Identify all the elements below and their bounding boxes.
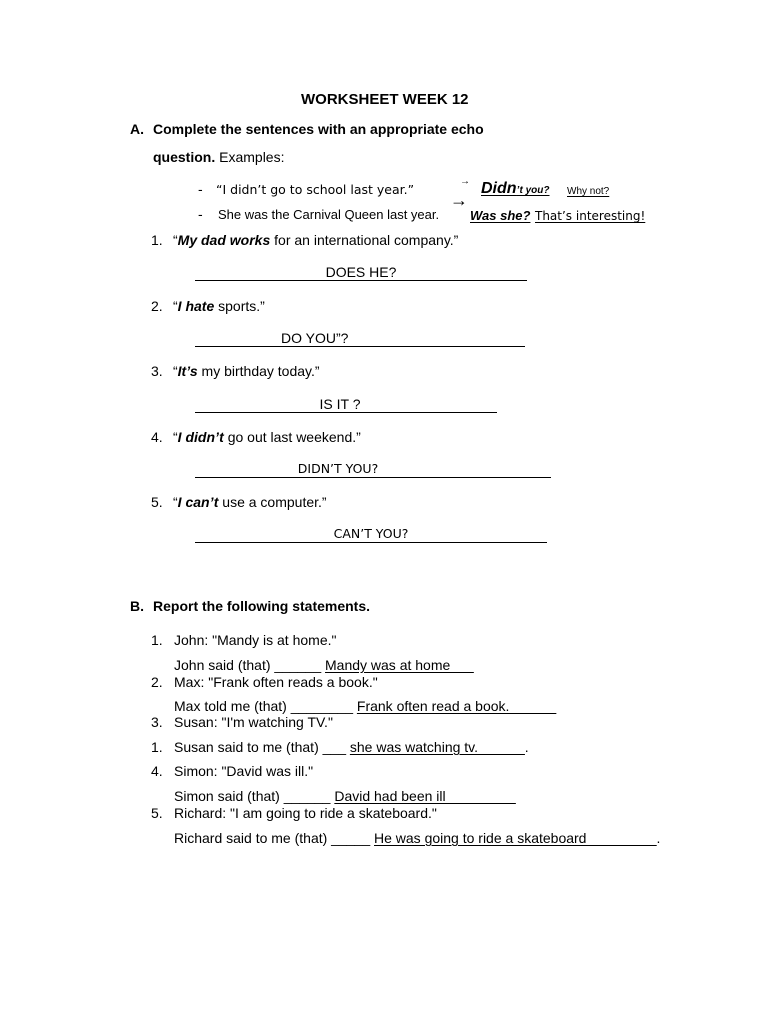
list-item-number: 1. [151, 632, 163, 648]
sentence-bold: I didn’t [177, 429, 224, 445]
example-sentence: “I didn’t go to school last year.” [216, 182, 415, 197]
sentence-rest: my birthday today.” [197, 363, 320, 379]
example-answer-small: ’t you? [516, 185, 550, 196]
report-suffix: . [656, 830, 661, 846]
report-answer[interactable]: Frank often read a book.______ [356, 698, 557, 714]
list-item-number: 1. [151, 232, 163, 248]
report-suffix: . [524, 739, 529, 755]
report-line [174, 739, 529, 755]
section-a-letter: A. [130, 121, 144, 137]
list-item-sentence [173, 429, 361, 445]
answer-field[interactable] [195, 526, 547, 543]
sentence-bold: It’s [177, 363, 198, 379]
sentence-bold: I can’t [177, 494, 219, 510]
list-item-number: 2. [151, 674, 163, 690]
example-answer: Was she? [470, 208, 531, 223]
example-comment: Why not? [567, 186, 610, 197]
report-line [174, 830, 660, 846]
sentence-bold: My dad works [177, 232, 271, 248]
answer-text: DIDN’T YOU? [297, 461, 379, 476]
report-prefix: Simon said (that) ______ [174, 788, 331, 804]
answer-field[interactable] [195, 461, 551, 478]
example-bullet: - [198, 181, 203, 197]
sentence-rest: for an international company.” [270, 232, 459, 248]
statement: Richard: "I am going to ride a skateboard." [174, 805, 437, 821]
list-item-sentence [173, 232, 458, 248]
report-line [174, 788, 516, 804]
statement: Susan: "I'm watching TV." [174, 714, 333, 730]
arrow-right-icon: → [460, 176, 470, 187]
report-line [174, 698, 556, 714]
section-b-instruction: Report the following statements. [153, 598, 371, 614]
list-item-sentence [173, 494, 327, 510]
list-item-number: 2. [151, 298, 163, 314]
sentence-rest: sports.” [214, 298, 265, 314]
list-item-number: 3. [151, 363, 163, 379]
page-title: WORKSHEET WEEK 12 [301, 91, 469, 108]
open-quote: “ [173, 494, 178, 510]
report-prefix: Richard said to me (that) _____ [174, 830, 371, 846]
answer-field[interactable] [195, 330, 525, 347]
arrow-right-icon: → [450, 190, 468, 210]
sentence-rest: use a computer.” [218, 494, 327, 510]
list-item-sentence [173, 298, 265, 314]
list-item-number: 5. [151, 494, 163, 510]
statement: Max: "Frank often reads a book." [174, 674, 378, 690]
open-quote: “ [173, 298, 178, 314]
list-item-number: 3. [151, 714, 163, 730]
report-answer[interactable]: David had been ill_________ [334, 788, 516, 804]
report-line [174, 657, 474, 673]
statement: John: "Mandy is at home." [174, 632, 337, 648]
list-item-number: 5. [151, 805, 163, 821]
answer-text: DO YOU”? [281, 330, 349, 346]
answer-text: IS IT ? [319, 396, 361, 412]
answer-field[interactable] [195, 396, 497, 413]
report-answer[interactable]: she was watching tv.______ [349, 739, 525, 755]
list-item-sentence [173, 363, 320, 379]
open-quote: “ [173, 429, 178, 445]
statement: Simon: "David was ill." [174, 763, 314, 779]
report-prefix: Susan said to me (that) ___ [174, 739, 346, 755]
list-item-number: 4. [151, 429, 163, 445]
list-item-number: 1. [151, 739, 163, 755]
section-a-instruction: Complete the sentences with an appropriate echo [153, 121, 484, 137]
open-quote: “ [173, 363, 178, 379]
open-quote: “ [173, 232, 178, 248]
example-comment: That’s interesting! [535, 209, 646, 223]
sentence-rest: go out last weekend.” [223, 429, 361, 445]
report-prefix: John said (that) ______ [174, 657, 322, 673]
example-answer-big: Didn [481, 180, 517, 197]
answer-text: CAN’T YOU? [333, 526, 409, 541]
report-answer[interactable]: Mandy was at home___ [325, 657, 474, 673]
example-sentence: She was the Carnival Queen last year. [218, 207, 440, 222]
sentence-bold: I hate [177, 298, 215, 314]
answer-field[interactable]: DOES HE? [195, 264, 527, 281]
example-answer [481, 180, 550, 199]
section-b-letter: B. [130, 598, 144, 614]
section-a-instruction-bold2: question. [153, 149, 216, 165]
report-answer[interactable]: He was going to ride a skateboard_________ [374, 830, 657, 846]
example-bullet: - [198, 206, 203, 222]
report-prefix: Max told me (that) ________ [174, 698, 353, 714]
section-a-instruction-line2 [153, 149, 284, 165]
section-a-instruction-rest: Examples: [219, 149, 285, 165]
list-item-number: 4. [151, 763, 163, 779]
